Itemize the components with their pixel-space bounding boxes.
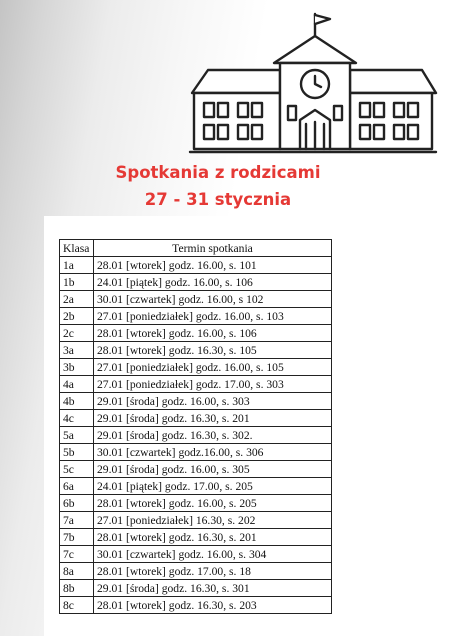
termin-cell: 28.01 [wtorek] godz. 16.00, s. 205 xyxy=(94,495,332,512)
termin-cell: 27.01 [poniedziałek] godz. 17.00, s. 303 xyxy=(94,376,332,393)
table-row xyxy=(60,580,332,597)
column-header-klasa: Klasa xyxy=(60,240,94,257)
termin-cell: 24.01 [piątek] godz. 16.00, s. 106 xyxy=(94,274,332,291)
termin-cell: 29.01 [środa] godz. 16.00, s. 303 xyxy=(94,393,332,410)
table-row xyxy=(60,342,332,359)
klasa-cell: 6a xyxy=(60,478,94,495)
klasa-cell: 2c xyxy=(60,325,94,342)
termin-cell: 27.01 [poniedziałek] godz. 16.00, s. 103 xyxy=(94,308,332,325)
termin-cell: 30.01 [czwartek] godz. 16.00, s 102 xyxy=(94,291,332,308)
termin-cell: 29.01 [środa] godz. 16.30, s. 201 xyxy=(94,410,332,427)
klasa-cell: 5c xyxy=(60,461,94,478)
termin-cell: 29.01 [środa] godz. 16.30, s. 302. xyxy=(94,427,332,444)
klasa-cell: 3b xyxy=(60,359,94,376)
table-row xyxy=(60,563,332,580)
table-row xyxy=(60,597,332,614)
table-row xyxy=(60,529,332,546)
table-row xyxy=(60,410,332,427)
table-header-row xyxy=(60,240,332,257)
klasa-cell: 1a xyxy=(60,257,94,274)
table-row xyxy=(60,325,332,342)
schedule-table-body xyxy=(60,257,332,614)
termin-cell: 30.01 [czwartek] godz.16.00, s. 306 xyxy=(94,444,332,461)
table-row xyxy=(60,461,332,478)
termin-cell: 24.01 [piątek] godz. 17.00, s. 205 xyxy=(94,478,332,495)
termin-cell: 29.01 [środa] godz. 16.00, s. 305 xyxy=(94,461,332,478)
table-row xyxy=(60,376,332,393)
page-title: Spotkania z rodzicami xyxy=(115,163,321,182)
table-row xyxy=(60,257,332,274)
column-header-termin: Termin spotkania xyxy=(94,240,332,257)
klasa-cell: 4b xyxy=(60,393,94,410)
klasa-cell: 1b xyxy=(60,274,94,291)
table-row xyxy=(60,291,332,308)
table-row xyxy=(60,427,332,444)
klasa-cell: 4a xyxy=(60,376,94,393)
klasa-cell: 8b xyxy=(60,580,94,597)
termin-cell: 27.01 [poniedziałek] godz. 16.00, s. 105 xyxy=(94,359,332,376)
table-row xyxy=(60,444,332,461)
klasa-cell: 7c xyxy=(60,546,94,563)
klasa-cell: 8c xyxy=(60,597,94,614)
table-row xyxy=(60,546,332,563)
schedule-table xyxy=(59,239,332,614)
klasa-cell: 7a xyxy=(60,512,94,529)
termin-cell: 29.01 [środa] godz. 16.30, s. 301 xyxy=(94,580,332,597)
table-row xyxy=(60,393,332,410)
termin-cell: 27.01 [poniedziałek] 16.30, s. 202 xyxy=(94,512,332,529)
table-row xyxy=(60,308,332,325)
table-row xyxy=(60,478,332,495)
klasa-cell: 5b xyxy=(60,444,94,461)
termin-cell: 28.01 [wtorek] godz. 17.00, s. 18 xyxy=(94,563,332,580)
termin-cell: 28.01 [wtorek] godz. 16.00, s. 106 xyxy=(94,325,332,342)
klasa-cell: 5a xyxy=(60,427,94,444)
termin-cell: 28.01 [wtorek] godz. 16.30, s. 105 xyxy=(94,342,332,359)
table-row xyxy=(60,512,332,529)
termin-cell: 28.01 [wtorek] godz. 16.30, s. 201 xyxy=(94,529,332,546)
school-building-icon xyxy=(188,8,438,163)
termin-cell: 28.01 [wtorek] godz. 16.00, s. 101 xyxy=(94,257,332,274)
table-row xyxy=(60,359,332,376)
klasa-cell: 8a xyxy=(60,563,94,580)
page-subtitle-dates: 27 - 31 stycznia xyxy=(144,190,292,209)
klasa-cell: 2a xyxy=(60,291,94,308)
termin-cell: 28.01 [wtorek] godz. 16.30, s. 203 xyxy=(94,597,332,614)
table-row xyxy=(60,495,332,512)
klasa-cell: 4c xyxy=(60,410,94,427)
klasa-cell: 6b xyxy=(60,495,94,512)
termin-cell: 30.01 [czwartek] godz. 16.00, s. 304 xyxy=(94,546,332,563)
klasa-cell: 3a xyxy=(60,342,94,359)
table-row xyxy=(60,274,332,291)
klasa-cell: 2b xyxy=(60,308,94,325)
klasa-cell: 7b xyxy=(60,529,94,546)
